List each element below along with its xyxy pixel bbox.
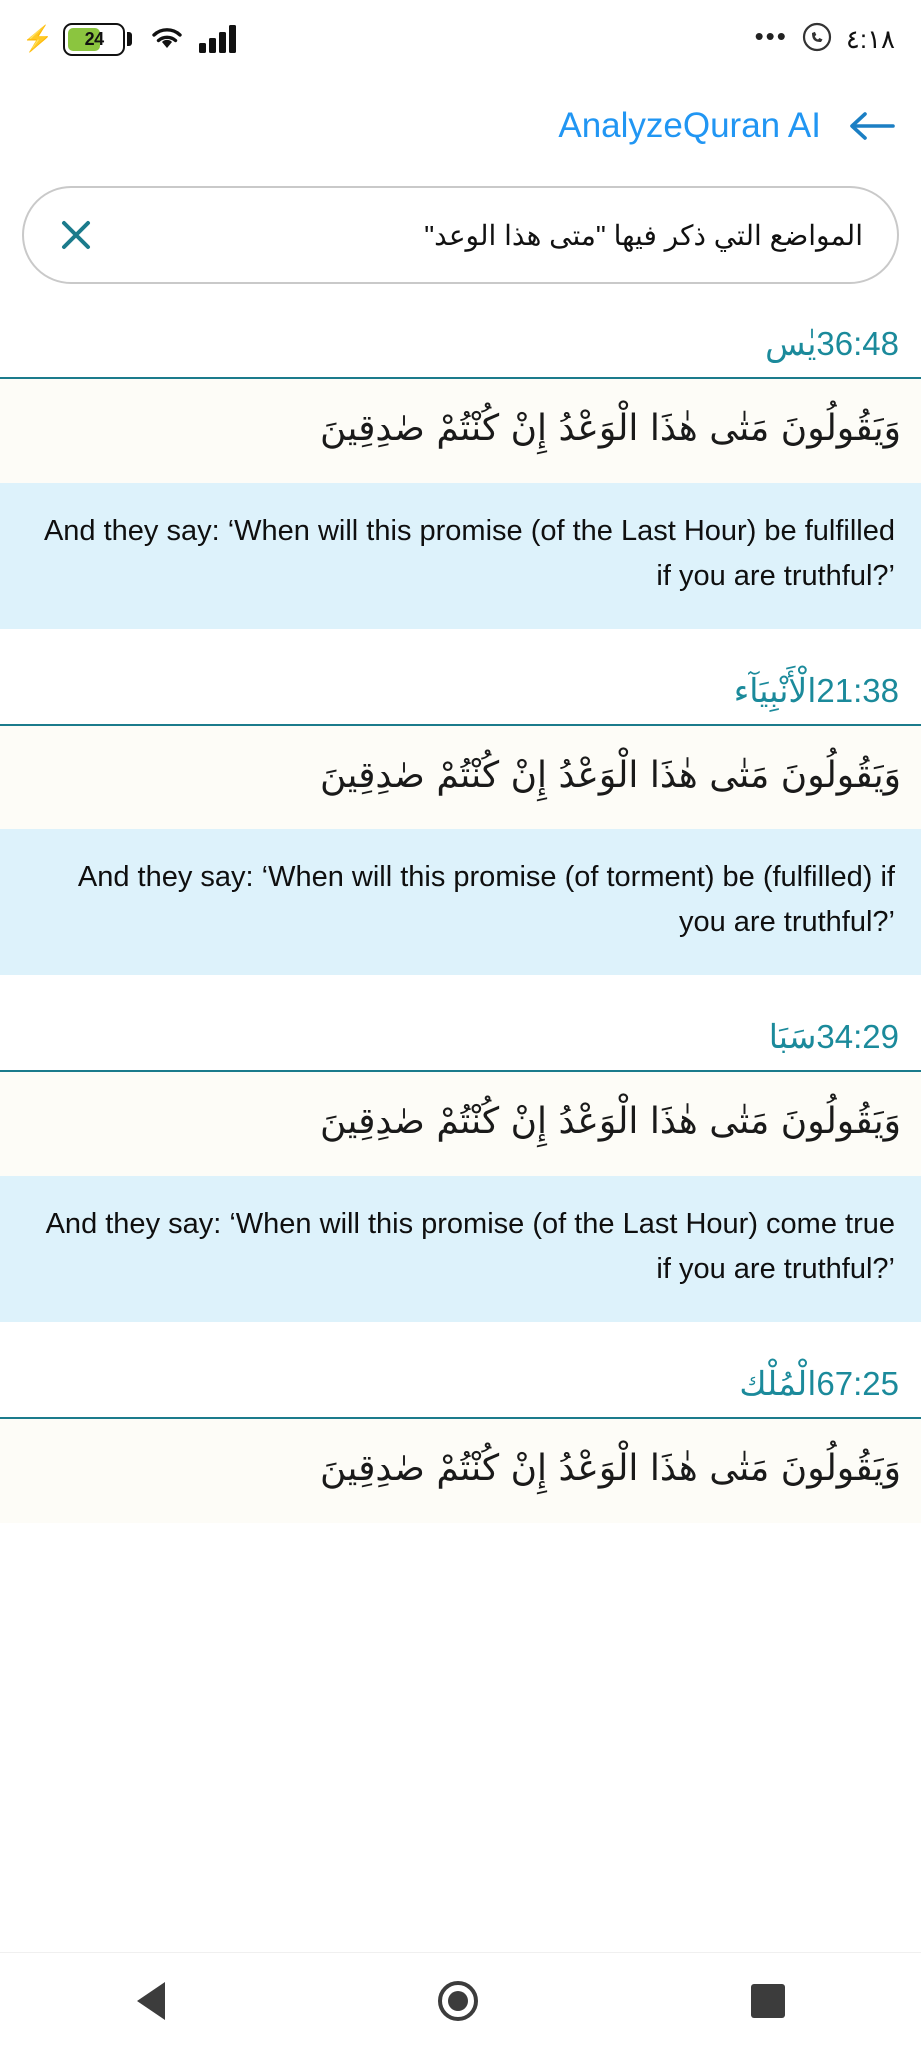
- search-input[interactable]: [22, 186, 899, 284]
- back-triangle-icon[interactable]: [137, 1982, 165, 2020]
- close-icon[interactable]: [54, 213, 98, 257]
- verse-arabic-text: وَيَقُولُونَ مَتٰى هٰذَا الْوَعْدُ إِنْ كُنْتُمْ صٰدِقِينَ: [0, 1419, 921, 1523]
- verse-reference[interactable]: [0, 671, 921, 726]
- status-bar: [0, 0, 921, 78]
- verse-reference-label: 34:29سَبَا: [768, 1018, 899, 1056]
- verse-reference[interactable]: [0, 324, 921, 379]
- battery-indicator: [63, 23, 132, 56]
- clock-label: ٤:١٨: [845, 23, 895, 54]
- result-separator: [0, 629, 921, 671]
- verse-translation-text: And they say: ‘When will this promise (of torment) be (fulfilled) if you are truthful?’: [0, 829, 921, 975]
- search-query-text[interactable]: المواضع التي ذكر فيها "متى هذا الوعد": [424, 219, 863, 251]
- verse-reference-label: 21:38الْأَنْبِيَآء: [733, 671, 899, 709]
- battery-percent-label: 24: [84, 28, 104, 49]
- verse-translation-text: And they say: ‘When will this promise (of the Last Hour) come true if you are truthful?’: [0, 1176, 921, 1322]
- result-separator: [0, 1322, 921, 1364]
- signal-bars-icon: [198, 21, 244, 58]
- result-item[interactable]: [0, 1017, 921, 1322]
- result-separator: [0, 975, 921, 1017]
- page-title: AnalyzeQuran AI: [558, 106, 821, 145]
- verse-arabic-text: وَيَقُولُونَ مَتٰى هٰذَا الْوَعْدُ إِنْ كُنْتُمْ صٰدِقِينَ: [0, 726, 921, 830]
- results-list: [0, 324, 921, 1523]
- verse-reference-label: 36:48يٰس: [765, 325, 899, 362]
- result-item[interactable]: [0, 324, 921, 629]
- app-bar: [0, 78, 921, 174]
- verse-reference[interactable]: [0, 1017, 921, 1072]
- charging-bolt-icon: ⚡: [22, 24, 54, 53]
- wifi-icon: [148, 22, 186, 57]
- whatsapp-icon: [802, 22, 832, 57]
- status-bar-left: [22, 21, 244, 58]
- result-item[interactable]: [0, 1364, 921, 1523]
- verse-reference[interactable]: [0, 1364, 921, 1419]
- verse-translation-text: And they say: ‘When will this promise (of the Last Hour) be fulfilled if you are truthful?’: [0, 483, 921, 629]
- home-circle-icon[interactable]: [438, 1981, 478, 2021]
- verse-arabic-text: وَيَقُولُونَ مَتٰى هٰذَا الْوَعْدُ إِنْ كُنْتُمْ صٰدِقِينَ: [0, 379, 921, 483]
- verse-reference-label: 67:25الْمُلْك: [739, 1365, 899, 1403]
- result-item[interactable]: [0, 671, 921, 976]
- back-arrow-icon[interactable]: [847, 106, 895, 146]
- status-bar-right: [755, 22, 895, 57]
- more-dots-icon: •••: [754, 21, 788, 51]
- search-bar-container: [0, 174, 921, 284]
- recents-square-icon[interactable]: [751, 1984, 785, 2018]
- verse-arabic-text: وَيَقُولُونَ مَتٰى هٰذَا الْوَعْدُ إِنْ كُنْتُمْ صٰدِقِينَ: [0, 1072, 921, 1176]
- system-navigation-bar: [0, 1952, 921, 2048]
